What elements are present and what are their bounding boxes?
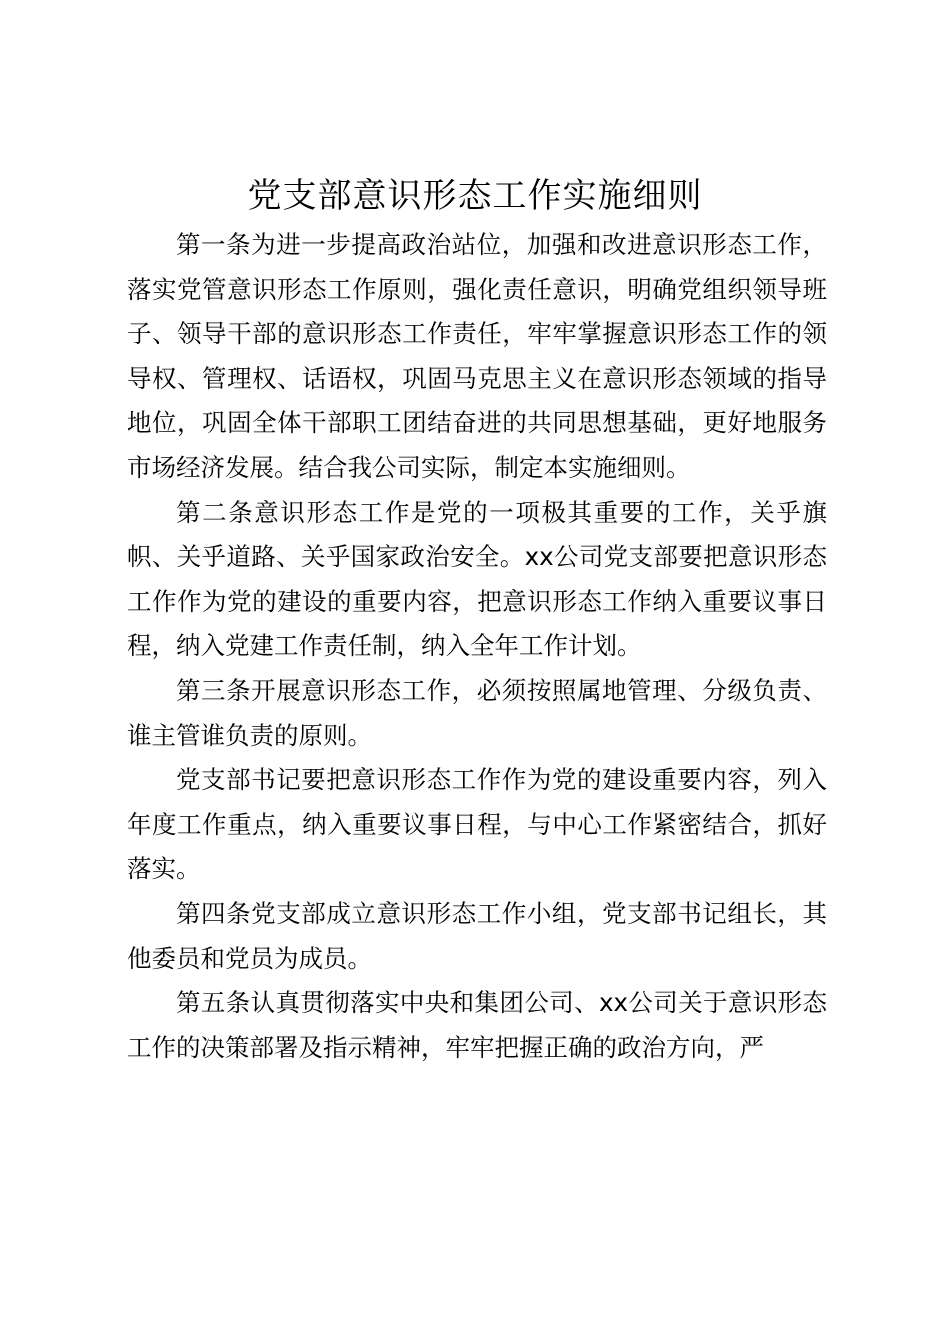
article-5-paragraph: 第五条认真贯彻落实中央和集团公司、xx公司关于意识形态工作的决策部署及指示精神，牢牢把握正确的政治方向，严 xyxy=(127,988,827,1062)
article-4-paragraph: 第四条党支部成立意识形态工作小组，党支部书记组长，其他委员和党员为成员。 xyxy=(127,898,827,973)
document-body xyxy=(127,223,827,1070)
document-title: 党支部意识形态工作实施细则 xyxy=(247,176,703,216)
article-3-paragraph: 第三条开展意识形态工作，必须按照属地管理、分级负责、谁主管谁负责的原则。 xyxy=(127,675,827,750)
secretary-duty-paragraph: 党支部书记要把意识形态工作作为党的建设重要内容，列入年度工作重点，纳入重要议事日程，与中心工作紧密结合，抓好落实。 xyxy=(127,765,827,884)
article-2-paragraph: 第二条意识形态工作是党的一项极其重要的工作，关乎旗帜、关乎道路、关乎国家政治安全。xx公司党支部要把意识形态工作作为党的建设的重要内容，把意识形态工作纳入重要议事日程，纳入党建工作责任制，纳入全年工作计划。 xyxy=(127,497,827,661)
article-1-paragraph: 第一条为进一步提高政治站位，加强和改进意识形态工作，落实党管意识形态工作原则，强化责任意识，明确党组织领导班子、领导干部的意识形态工作责任，牢牢掌握意识形态工作的领导权、管理权、话语权，巩固马克思主义在意识形态领域的指导地位，巩固全体干部职工团结奋进的共同思想基础，更好地服务市场经济发展。结合我公司实际，制定本实施细则。 xyxy=(127,230,827,482)
